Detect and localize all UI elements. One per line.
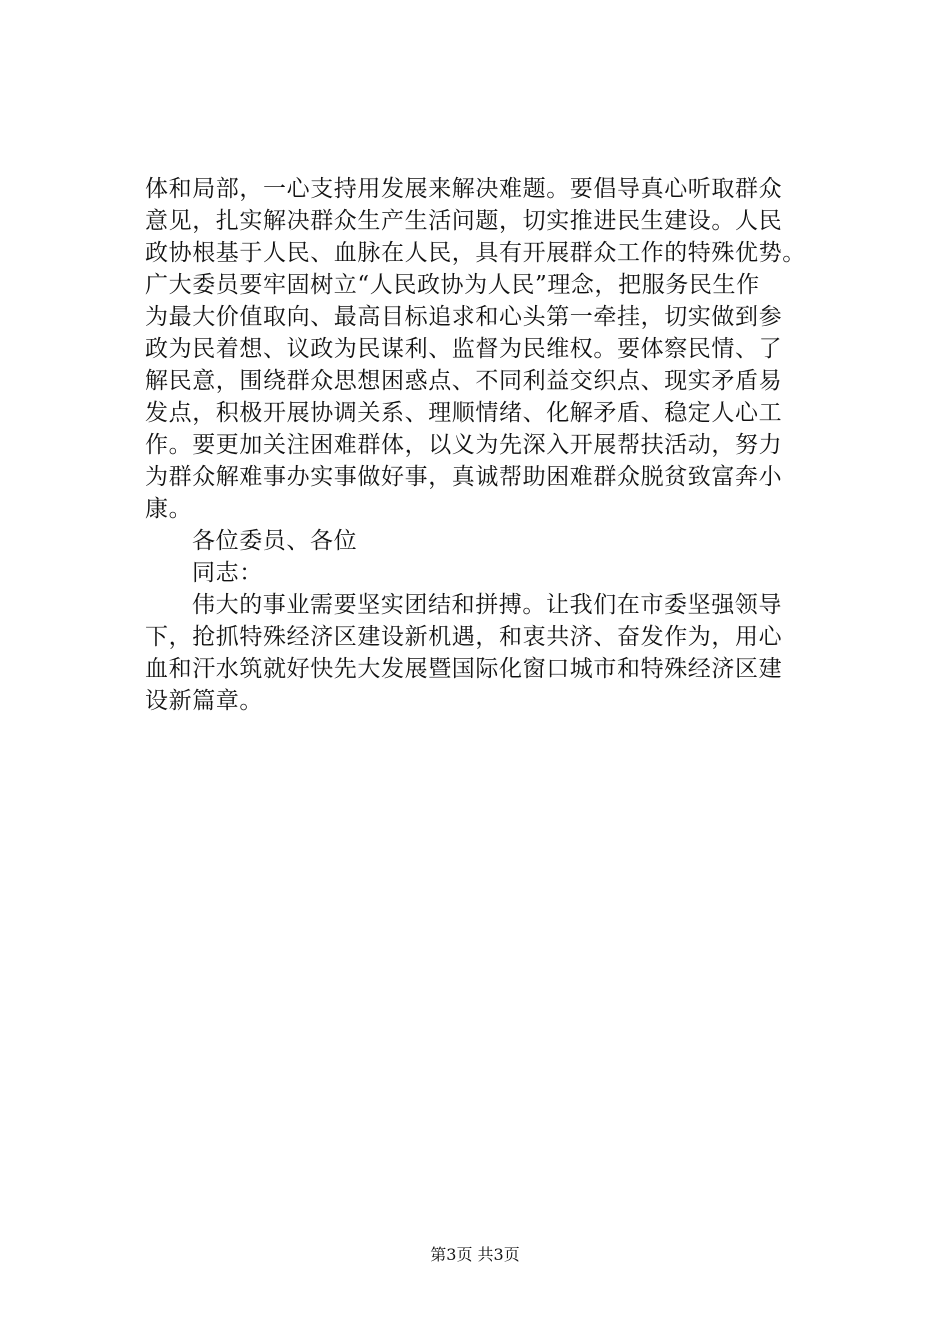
page-number: 第3页 共3页 — [430, 1245, 520, 1264]
document-body — [145, 173, 845, 717]
body-line: 发点，积极开展协调关系、理顺情绪、化解矛盾、稳定人心工 — [145, 400, 783, 426]
body-line: 解民意，围绕群众思想困惑点、不同利益交织点、现实矛盾易 — [145, 368, 783, 394]
body-line: 为最大价值取向、最高目标追求和心头第一牵挂，切实做到参 — [145, 304, 783, 330]
body-line: 政协根基于人民、血脉在人民，具有开展群众工作的特殊优势。 — [145, 240, 806, 266]
body-line: 伟大的事业需要坚实团结和拼搏。让我们在市委坚强领导 — [192, 592, 782, 618]
body-line: 政为民着想、议政为民谋利、监督为民维权。要体察民情、了 — [145, 336, 783, 362]
body-line: 为群众解难事办实事做好事，真诚帮助困难群众脱贫致富奔小 — [145, 464, 783, 490]
page-footer — [0, 1244, 950, 1266]
body-line: 设新篇章。 — [145, 688, 263, 714]
body-line: 康。 — [145, 496, 193, 522]
body-line: 体和局部，一心支持用发展来解决难题。要倡导真心听取群众 — [145, 176, 783, 202]
body-line: 作。要更加关注困难群体，以义为先深入开展帮扶活动，努力 — [145, 432, 783, 458]
body-line: 意见，扎实解决群众生产生活问题，切实推进民生建设。人民 — [145, 208, 783, 234]
body-line: 血和汗水筑就好快先大发展暨国际化窗口城市和特殊经济区建 — [145, 656, 783, 682]
salutation-line: 同志： — [192, 560, 263, 586]
body-line: 下，抢抓特殊经济区建设新机遇，和衷共济、奋发作为，用心 — [145, 624, 783, 650]
salutation-line: 各位委员、各位 — [192, 528, 358, 554]
body-line: 广大委员要牢固树立“人民政协为人民”理念，把服务民生作 — [145, 272, 760, 298]
